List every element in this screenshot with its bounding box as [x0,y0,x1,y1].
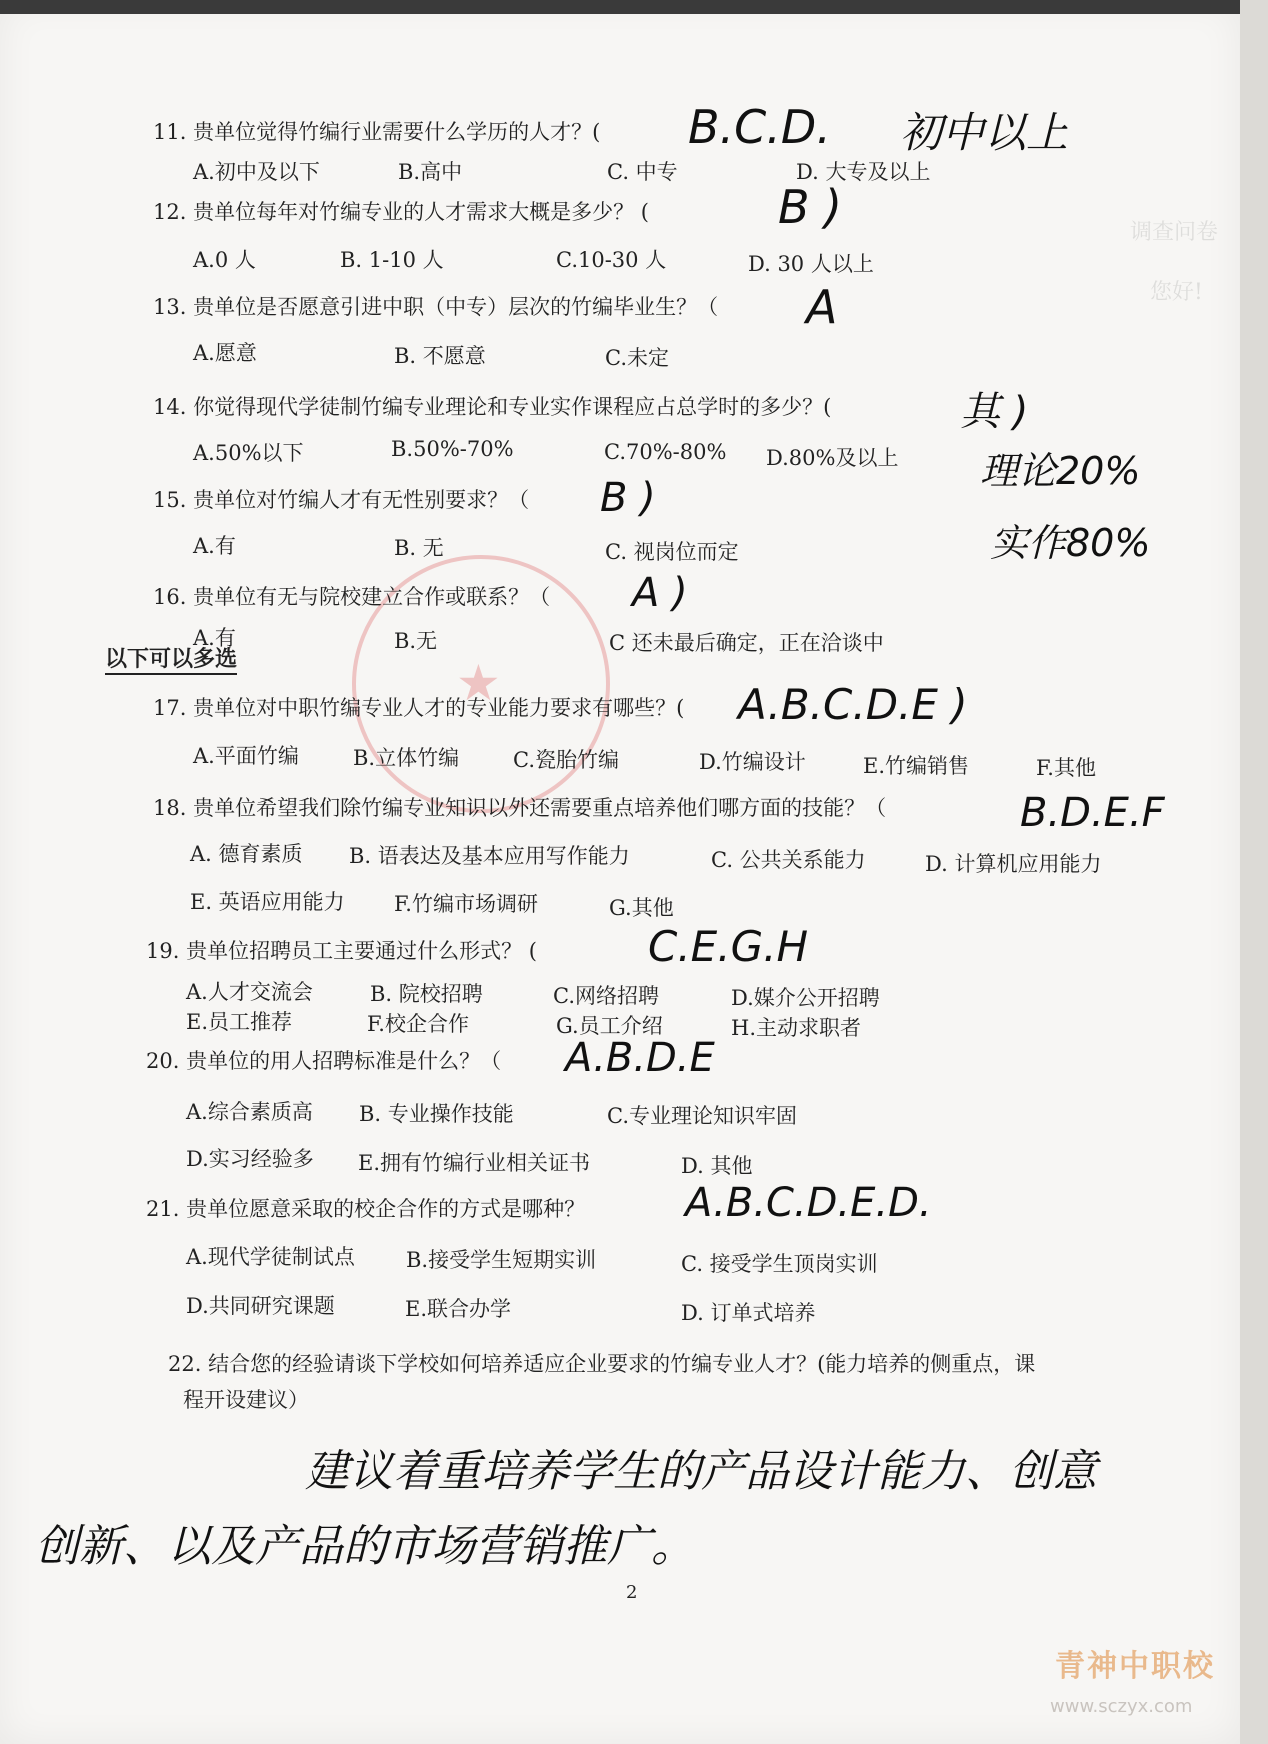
option: C. 中专 [607,160,678,184]
handwritten-answer: 其 ) [960,389,1029,435]
option: G.员工介绍 [556,1014,663,1038]
option: B. 专业操作技能 [359,1102,514,1126]
option: C.未定 [605,346,669,370]
bleed-through-text: 您好! [1150,280,1203,305]
option: F.校企合作 [367,1012,469,1036]
question-22: 22. 结合您的经验请谈下学校如何培养适应企业要求的竹编专业人才？(能力培养的侧重点，课 [168,1352,1036,1376]
option: E.员工推荐 [186,1010,293,1034]
option: E.竹编销售 [863,754,970,778]
option: E.联合办学 [405,1297,512,1321]
option: D. 计算机应用能力 [925,852,1102,876]
question-20: 20. 贵单位的用人招聘标准是什么？（ [146,1049,502,1073]
handwritten-answer: C.E.G.H [648,922,809,971]
option: D.共同研究课题 [186,1294,335,1318]
handwritten-answer: B.C.D. [688,100,831,154]
watermark-url: www.sczyx.com [1050,1696,1193,1717]
handwritten-answer: B.D.E.F [1020,790,1165,836]
option: D.80%及以上 [766,446,899,470]
option: D.竹编设计 [699,750,806,774]
option: C.10-30 人 [556,248,667,272]
option: C. 视岗位而定 [605,540,739,564]
option: A.平面竹编 [193,744,299,768]
option: A.综合素质高 [186,1100,313,1124]
option: C.网络招聘 [553,984,659,1008]
option: B. 1-10 人 [340,248,444,272]
question-21: 21. 贵单位愿意采取的校企合作的方式是哪种？ [146,1197,586,1221]
question-12: 12. 贵单位每年对竹编专业的人才需求大概是多少？ ( [153,200,649,224]
option: E.拥有竹编行业相关证书 [358,1151,591,1175]
question-11: 11. 贵单位觉得竹编行业需要什么学历的人才？( [153,120,601,144]
option: B.50%-70% [391,437,514,461]
option: F.竹编市场调研 [394,892,538,916]
handwritten-answer: A.B.C.D.E.D. [685,1180,932,1226]
question-13: 13. 贵单位是否愿意引进中职（中专）层次的竹编毕业生？（ [153,295,719,319]
question-18: 18. 贵单位希望我们除竹编专业知识以外还需要重点培养他们哪方面的技能？（ [153,796,887,820]
option: A.有 [193,626,236,650]
handwritten-response: 创新、以及产品的市场营销推广。 [35,1521,695,1572]
option: E. 英语应用能力 [190,890,345,914]
option: B.无 [394,629,438,653]
option: B.接受学生短期实训 [406,1248,597,1272]
option: C.70%-80% [604,440,727,464]
option: D. 大专及以上 [796,160,931,184]
option: A.人才交流会 [186,980,313,1004]
option: A.有 [193,534,236,558]
option: A. 德育素质 [190,842,303,866]
handwritten-note: 初中以上 [900,108,1069,157]
handwritten-note: 实作80% [990,521,1151,565]
option: B.立体竹编 [353,746,460,770]
option: A.初中及以下 [193,160,320,184]
section-heading: 以下可以多选 [105,642,237,675]
option: C. 公共关系能力 [711,848,866,872]
scan-right-edge [1240,0,1268,1744]
question-22-continuation: 程开设建议） [183,1388,309,1412]
option: F.其他 [1036,756,1096,780]
option: A.0 人 [193,248,256,272]
option: H.主动求职者 [731,1016,861,1040]
option: D. 30 人以上 [748,252,874,276]
bleed-through-text: 调查问卷 [1130,220,1219,245]
handwritten-answer: A.B.C.D.E ) [738,680,968,729]
option: G.其他 [609,896,674,920]
question-15: 15. 贵单位对竹编人才有无性别要求？（ [153,488,530,512]
page-number: 2 [626,1582,638,1603]
handwritten-response: 建议着重培养学生的产品设计能力、创意 [305,1446,1097,1497]
handwritten-answer: A [806,280,838,334]
option: D.实习经验多 [186,1147,314,1171]
question-19: 19. 贵单位招聘员工主要通过什么形式？ ( [146,939,537,963]
option: B. 不愿意 [394,344,486,368]
handwritten-answer: B ) [600,475,656,521]
option: B. 院校招聘 [370,982,483,1006]
option: D. 订单式培养 [681,1301,816,1325]
option: B. 语表达及基本应用写作能力 [349,844,630,868]
scan-top-edge [0,0,1268,14]
option: C 还未最后确定，正在洽谈中 [609,631,884,655]
option: D.媒介公开招聘 [731,986,880,1010]
red-seal-stamp: ★ [352,555,610,813]
handwritten-answer: A.B.D.E [565,1035,715,1081]
option: B.高中 [398,160,463,184]
handwritten-answer: A ) [632,570,688,616]
question-16: 16. 贵单位有无与院校建立合作或联系？（ [153,585,551,609]
option: A.愿意 [193,341,257,365]
option: A.现代学徒制试点 [186,1245,355,1269]
watermark-logo: 青神中职校 [1055,1649,1215,1684]
option: C. 接受学生顶岗实训 [681,1252,878,1276]
option: C.专业理论知识牢固 [607,1104,797,1128]
handwritten-answer: B ) [778,180,843,234]
option: D. 其他 [681,1154,753,1178]
question-17: 17. 贵单位对中职竹编专业人才的专业能力要求有哪些？( [153,696,685,720]
option: C.瓷胎竹编 [513,748,619,772]
option: A.50%以下 [193,441,304,465]
question-14: 14. 你觉得现代学徒制竹编专业理论和专业实作课程应占总学时的多少？( [153,395,832,419]
handwritten-note: 理论20% [980,449,1141,493]
option: B. 无 [394,536,444,560]
